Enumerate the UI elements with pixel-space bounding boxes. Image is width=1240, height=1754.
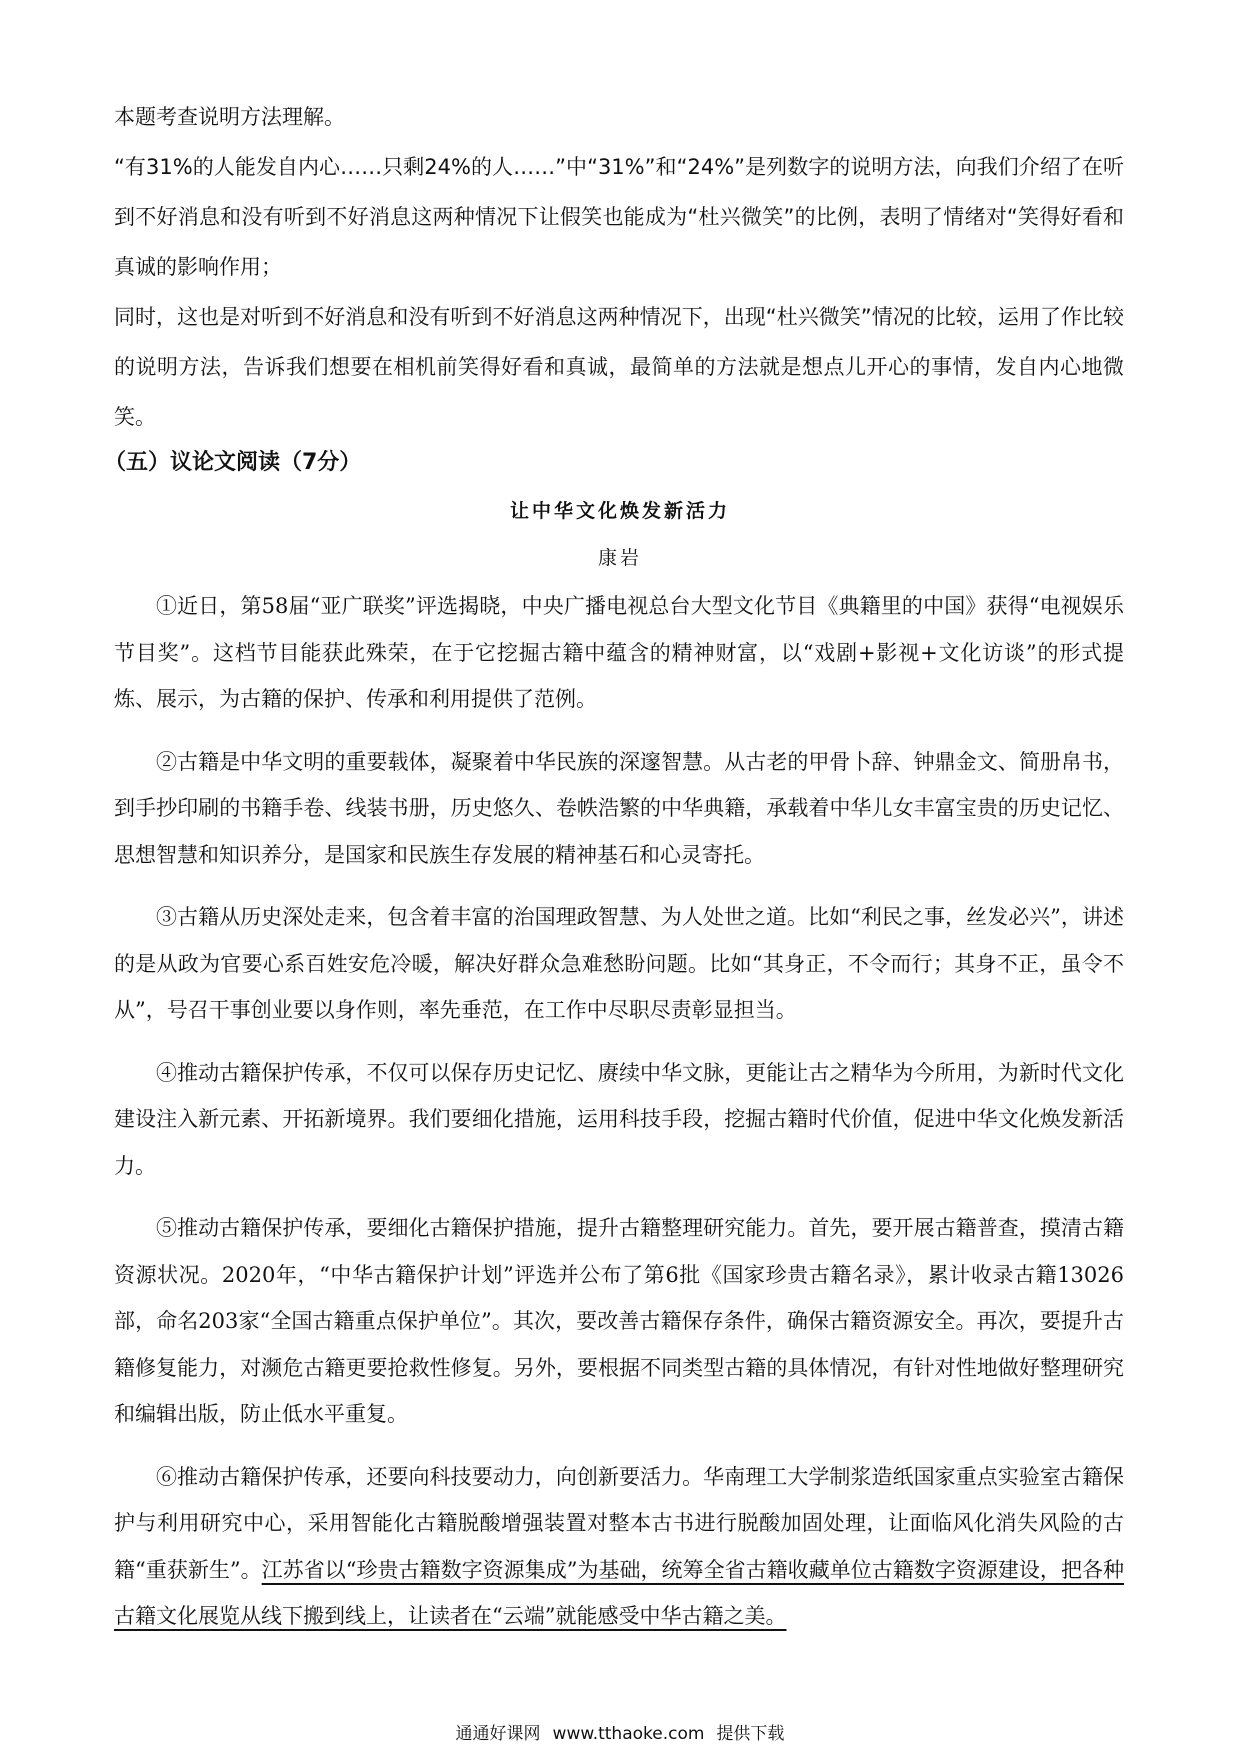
article-paragraph-4: ④推动古籍保护传承，不仅可以保存历史记忆、赓续中华文脉，更能让古之精华为今所用，为新时代文化建设注入新元素、开拓新境界。我们要细化措施，运用科技手段，挖掘古籍时代价值，促进中华文化焕发新活力。 xyxy=(114,1060,1124,1178)
page-footer xyxy=(0,1722,1240,1746)
paragraph-6-text: ⑥推动古籍保护传承，还要向科技要动力，向创新要活力。华南理工大学制浆造纸国家重点实验室古籍保护与利用研究中心，采用智能化古籍脱酸增强装置对整本古书进行脱酸加固处理，让面临风化消失风险的古籍“重获新生”。 xyxy=(114,1464,1124,1582)
underlined-sentence: 江苏省以“珍贵古籍数字资源集成”为基础，统筹全省古籍收藏单位古籍数字资源建设，把各种古籍文化展览从线下搬到线上，让读者在“云端”就能感受中华古籍之美。 xyxy=(114,1557,1125,1628)
article-author: 康岩 xyxy=(597,547,642,569)
article-paragraph-5: ⑤推动古籍保护传承，要细化古籍保护措施，提升古籍整理研究能力。首先，要开展古籍普查，摸清古籍资源状况。2020年，“中华古籍保护计划”评选并公布了第6批《国家珍贵古籍名录》，累计收录古籍13026部，命名203家“全国古籍重点保护单位”。其次，要改善古籍保存条件，确保古籍资源安全。再次，要提升古籍修复能力，对濒危古籍更要抢救性修复。另外，要根据不同类型古籍的具体情况，有针对性地做好整理研究和编辑出版，防止低水平重复。 xyxy=(114,1216,1124,1426)
section-heading: （五）议论文阅读（7分） xyxy=(104,450,362,475)
article-paragraph-6 xyxy=(114,1454,1124,1640)
article-title: 让中华文化焕发新活力 xyxy=(509,500,730,522)
article-paragraph-1: ①近日，第58届“亚广联奖”评选揭晓，中央广播电视总台大型文化节目《典籍里的中国》获得“电视娱乐节目奖”。这档节目能获此殊荣，在于它挖掘古籍中蕴含的精神财富，以“戏剧+影视+文化访谈”的形式提炼、展示，为古籍的保护、传承和利用提供了范例。 xyxy=(114,594,1124,711)
analysis-line: 本题考查说明方法理解。 xyxy=(114,105,345,129)
footer-site-name: 通通好课网 xyxy=(455,1724,541,1744)
footer-url: www.tthaoke.com xyxy=(552,1724,705,1744)
footer-note: 提供下载 xyxy=(716,1724,785,1744)
analysis-line: 同时，这也是对听到不好消息和没有听到不好消息这两种情况下，出现“杜兴微笑”情况的比较，运用了作比较的说明方法，告诉我们想要在相机前笑得好看和真诚，最简单的方法就是想点儿开心的事情，发自内心地微笑。 xyxy=(114,305,1124,429)
analysis-line: “有31%的人能发自内心……只剩24%的人……”中“31%”和“24%”是列数字的说明方法，向我们介绍了在听到不好消息和没有听到不好消息这两种情况下让假笑也能成为“杜兴微笑”的比例，表明了情绪对“笑得好看和真诚的影响作用； xyxy=(114,155,1124,279)
article-body xyxy=(114,583,1124,1656)
article-paragraph-3: ③古籍从历史深处走来，包含着丰富的治国理政智慧、为人处世之道。比如“利民之事，丝发必兴”，讲述的是从政为官要心系百姓安危冷暖，解决好群众急难愁盼问题。比如“其身正，不令而行；其身不正，虽令不从”，号召干事创业要以身作则，率先垂范，在工作中尽职尽责彰显担当。 xyxy=(114,905,1124,1022)
article-paragraph-2: ②古籍是中华文明的重要载体，凝聚着中华民族的深邃智慧。从古老的甲骨卜辞、钟鼎金文、简册帛书，到手抄印刷的书籍手卷、线装书册，历史悠久、卷帙浩繁的中华典籍，承载着中华儿女丰富宝贵的历史记忆、思想智慧和知识养分，是国家和民族生存发展的精神基石和心灵寄托。 xyxy=(114,749,1124,867)
answer-analysis xyxy=(114,92,1124,442)
